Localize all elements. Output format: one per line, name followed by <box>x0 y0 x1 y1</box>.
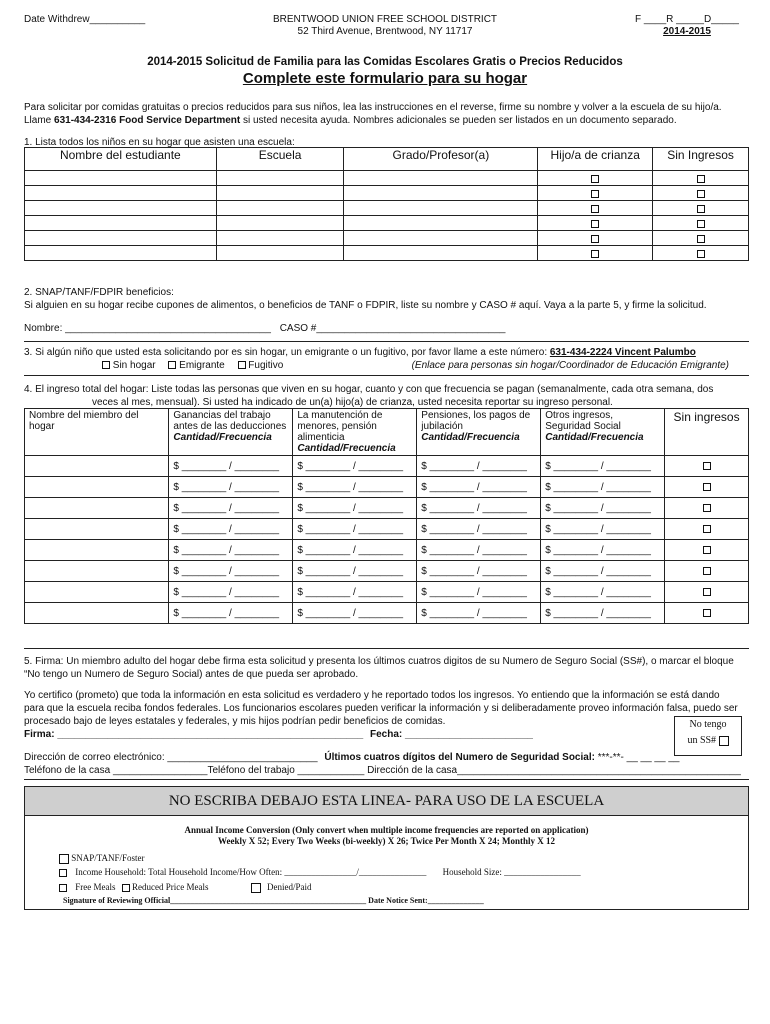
section4-text <box>24 383 749 409</box>
no-income-checkbox[interactable] <box>703 525 711 533</box>
district-name: BRENTWOOD UNION FREE SCHOOL DISTRICT <box>272 14 498 25</box>
child-support-field[interactable]: $ ________ / ________ <box>293 582 417 603</box>
grade-field[interactable] <box>344 246 538 261</box>
intro-line2-pre: Llame <box>24 115 55 126</box>
work-earnings-field[interactable]: $ ________ / ________ <box>169 456 293 477</box>
no-income-checkbox-cell <box>653 201 749 216</box>
section3 <box>24 346 749 359</box>
col-student-name: Nombre del estudiante <box>25 148 217 171</box>
col-work-earnings <box>169 409 293 456</box>
col-other-income-label: Otros ingresos, Seguridad Social <box>545 410 621 432</box>
col-foster-child: Hijo/a de crianza <box>538 148 653 171</box>
school-field[interactable] <box>216 201 344 216</box>
grade-field[interactable] <box>344 231 538 246</box>
grade-field[interactable] <box>344 216 538 231</box>
child-support-field[interactable]: $ ________ / ________ <box>293 540 417 561</box>
school-use-banner: NO ESCRIBA DEBAJO ESTA LINEA- PARA USO DE LA ESCUELA <box>25 787 748 816</box>
free-meals-checkbox[interactable] <box>59 884 67 892</box>
no-income-checkbox-cell <box>653 171 749 186</box>
cert-line2: para que la escuela reciba fondos federales. Los funcionarios escolares pueden verificar la información y si deliberadamente proveo información falsa, puedo ser <box>24 703 738 714</box>
foster-checkbox-cell <box>538 231 653 246</box>
pension-field[interactable]: $ ________ / ________ <box>417 582 541 603</box>
reviewing-signature[interactable]: Signature of Reviewing Official_________________________________________________ Date Notice Sent:______________ <box>63 896 484 905</box>
table-row <box>25 456 749 477</box>
reduced-meals-checkbox[interactable] <box>122 884 130 892</box>
no-ssn-line2 <box>675 733 741 749</box>
school-year: 2014-2015 <box>663 26 711 37</box>
income-table <box>24 408 749 624</box>
table-row <box>25 477 749 498</box>
no-income-checkbox[interactable] <box>697 235 705 243</box>
section5 <box>24 655 749 681</box>
email-field[interactable]: Dirección de correo electrónico: ___________________________ <box>24 752 318 763</box>
child-support-field[interactable]: $ ________ / ________ <box>293 519 417 540</box>
student-name-field[interactable] <box>25 201 217 216</box>
pension-field[interactable]: $ ________ / ________ <box>417 498 541 519</box>
col-child-support <box>293 409 417 456</box>
conversion-line1: Annual Income Conversion (Only convert when multiple income frequencies are reported on application) <box>184 825 589 835</box>
section5-line1: 5. Firma: Un miembro adulto del hogar debe firma esta solicitud y presenta los últimos cuatros digitos de su Numero de Seguro Social (SS#), o marcar el bloque <box>24 656 734 667</box>
district-address: 52 Third Avenue, Brentwood, NY 11717 <box>297 26 473 37</box>
no-ssn-label: un SS# <box>687 735 717 746</box>
intro-line2 <box>24 114 749 127</box>
household-member-field[interactable] <box>25 582 169 603</box>
divider <box>24 648 749 649</box>
qty-freq-label: Cantidad/Frecuencia <box>545 432 644 443</box>
no-income-checkbox-cell <box>665 603 749 624</box>
option-runaway[interactable] <box>238 360 284 371</box>
other-income-field[interactable]: $ ________ / ________ <box>541 603 665 624</box>
cert-line3: procesado bajo de leyes estatales y federales, y mis hijos podrían pedir beneficios de comidas. <box>24 716 446 727</box>
migrant-checkbox[interactable] <box>168 361 176 369</box>
signature-field[interactable]: _______________________________________________________ <box>54 729 364 740</box>
ssn-field[interactable]: ***-**- __ __ __ __ <box>594 752 680 763</box>
contact-line <box>24 751 749 764</box>
other-income-field[interactable]: $ ________ / ________ <box>541 498 665 519</box>
runaway-checkbox[interactable] <box>238 361 246 369</box>
form-subtitle: 2014-2015 Solicitud de Familia para las Comidas Escolares Gratis o Precios Reducidos <box>147 56 623 68</box>
denied-paid-checkbox[interactable] <box>251 883 261 893</box>
col-school: Escuela <box>216 148 344 171</box>
section2-fields <box>24 322 749 335</box>
pension-field[interactable]: $ ________ / ________ <box>417 561 541 582</box>
household-member-field[interactable] <box>25 456 169 477</box>
child-support-field[interactable]: $ ________ / ________ <box>293 561 417 582</box>
no-income-checkbox-cell <box>665 498 749 519</box>
divider <box>24 375 749 376</box>
no-ssn-box <box>674 716 742 756</box>
household-member-field[interactable] <box>25 561 169 582</box>
firma-label: Firma: <box>24 729 55 740</box>
pension-field[interactable]: $ ________ / ________ <box>417 519 541 540</box>
migrant-label: Emigrante <box>179 360 225 371</box>
date-withdrew: Date Withdrew__________ <box>24 14 146 25</box>
foster-checkbox-cell <box>538 201 653 216</box>
no-income-checkbox-cell <box>653 231 749 246</box>
col-work-earnings-label: Ganancias del trabajo antes de las deducciones <box>173 410 287 432</box>
student-name-field[interactable] <box>25 186 217 201</box>
school-use-box <box>24 786 749 910</box>
qty-freq-label: Cantidad/Frecuencia <box>173 432 272 443</box>
work-earnings-field[interactable]: $ ________ / ________ <box>169 498 293 519</box>
no-income-checkbox-cell <box>665 561 749 582</box>
section4-line2: veces al mes, mensual). Si usted ha indicado de un(a) hijo(a) de crianza, usted necesita reportar su ingreso personal. <box>92 397 613 408</box>
no-income-checkbox[interactable] <box>703 546 711 554</box>
work-earnings-field[interactable]: $ ________ / ________ <box>169 477 293 498</box>
denied-paid-label: Denied/Paid <box>266 882 312 892</box>
income-household-checkbox[interactable] <box>59 869 67 877</box>
foster-checkbox[interactable] <box>591 250 599 258</box>
school-field[interactable] <box>216 171 344 186</box>
liaison-note: (Enlace para personas sin hogar/Coordinador de Educación Emigrante) <box>411 360 729 371</box>
household-member-field[interactable] <box>25 477 169 498</box>
foster-checkbox-cell <box>538 216 653 231</box>
col-grade-teacher: Grado/Profesor(a) <box>344 148 538 171</box>
foster-checkbox-cell <box>538 186 653 201</box>
no-income-checkbox-cell <box>665 456 749 477</box>
other-income-field[interactable]: $ ________ / ________ <box>541 477 665 498</box>
certification <box>24 689 752 728</box>
col-other-income <box>541 409 665 456</box>
no-income-checkbox[interactable] <box>703 504 711 512</box>
household-member-field[interactable] <box>25 519 169 540</box>
signature-line <box>24 728 749 741</box>
no-income-checkbox-cell <box>653 186 749 201</box>
snap-foster-checkbox[interactable] <box>59 854 69 864</box>
no-income-checkbox-cell <box>653 246 749 261</box>
grade-field[interactable] <box>344 201 538 216</box>
household-member-field[interactable] <box>25 540 169 561</box>
col-no-income: Sin Ingresos <box>653 148 749 171</box>
foster-checkbox[interactable] <box>591 175 599 183</box>
reduced-meals-label: Reduced Price Meals <box>132 882 209 892</box>
snap-foster-label: SNAP/TANF/Foster <box>71 853 145 863</box>
section3-options <box>24 359 749 372</box>
children-table-header <box>25 148 749 171</box>
no-income-checkbox[interactable] <box>703 609 711 617</box>
other-income-field[interactable]: $ ________ / ________ <box>541 561 665 582</box>
conversion-line2: Weekly X 52; Every Two Weeks (bi-weekly) X 26; Twice Per Month X 24; Monthly X 12 <box>218 836 555 846</box>
child-support-field[interactable]: $ ________ / ________ <box>293 456 417 477</box>
income-conversion <box>25 825 748 847</box>
section2 <box>24 286 749 312</box>
table-row <box>25 603 749 624</box>
qty-freq-label: Cantidad/Frecuencia <box>297 443 396 454</box>
student-name-field[interactable] <box>25 171 217 186</box>
date-field[interactable]: Fecha: _______________________ <box>370 729 533 740</box>
no-income-checkbox-cell <box>665 519 749 540</box>
col-child-support-label: La manutención de menores, pensión alimenticia <box>297 410 383 443</box>
income-household-row <box>59 867 749 877</box>
household-member-field[interactable] <box>25 603 169 624</box>
option-migrant[interactable] <box>168 360 224 371</box>
income-household-label: Income Household: Total Household Income/How Often: ________________/_______________ <box>75 867 427 877</box>
foster-checkbox-cell <box>538 171 653 186</box>
no-income-checkbox[interactable] <box>697 220 705 228</box>
qty-freq-label: Cantidad/Frecuencia <box>421 432 520 443</box>
grade-field[interactable] <box>344 186 538 201</box>
grade-field[interactable] <box>344 171 538 186</box>
school-field[interactable] <box>216 246 344 261</box>
other-income-field[interactable]: $ ________ / ________ <box>541 582 665 603</box>
col-pensions <box>417 409 541 456</box>
table-row <box>25 540 749 561</box>
household-size-field[interactable]: Household Size: _________________ <box>442 867 581 877</box>
office-codes <box>632 14 742 38</box>
no-income-checkbox-cell <box>653 216 749 231</box>
no-income-checkbox[interactable] <box>697 250 705 258</box>
no-income-checkbox[interactable] <box>703 588 711 596</box>
work-earnings-field[interactable]: $ ________ / ________ <box>169 519 293 540</box>
foster-checkbox-cell <box>538 246 653 261</box>
form-title: Complete este formulario para su hogar <box>242 70 528 87</box>
cert-line1: Yo certifico (prometo) que toda la información en esta solicitud es verdadero y he reportado todos los ingresos. Yo entiendo que la información se está dando <box>24 690 720 701</box>
child-support-field[interactable]: $ ________ / ________ <box>293 498 417 519</box>
no-income-checkbox[interactable] <box>697 175 705 183</box>
col-household-member-label: Nombre del miembro del hogar <box>29 410 139 432</box>
other-income-field[interactable]: $ ________ / ________ <box>541 519 665 540</box>
divider <box>24 779 749 780</box>
table-row <box>25 498 749 519</box>
household-member-field[interactable] <box>25 498 169 519</box>
foster-checkbox[interactable] <box>591 235 599 243</box>
foster-checkbox[interactable] <box>591 220 599 228</box>
free-meals-label: Free Meals <box>75 882 116 892</box>
no-income-checkbox[interactable] <box>697 205 705 213</box>
snap-name-field[interactable]: Nombre: _____________________________________ <box>24 323 271 334</box>
col-no-income-label: Sin ingresos <box>673 410 740 424</box>
work-earnings-field[interactable]: $ ________ / ________ <box>169 561 293 582</box>
option-homeless[interactable] <box>102 360 156 371</box>
no-income-checkbox[interactable] <box>703 567 711 575</box>
child-support-field[interactable]: $ ________ / ________ <box>293 477 417 498</box>
pension-field[interactable]: $ ________ / ________ <box>417 456 541 477</box>
table-row <box>25 582 749 603</box>
table-row <box>25 519 749 540</box>
phone-address-line[interactable]: Teléfono de la casa _________________Teléfono del trabajo ____________ Dirección de la casa___________________________________________________ <box>24 765 741 776</box>
pension-field[interactable]: $ ________ / ________ <box>417 540 541 561</box>
no-income-checkbox-cell <box>665 540 749 561</box>
ssn-label: Últimos cuatros dígitos del Numero de Seguridad Social: <box>324 752 595 763</box>
intro-line2-post: si usted necesita ayuda. Nombres adicionales se pueden ser listados en un documento separado. <box>240 115 677 126</box>
work-earnings-field[interactable]: $ ________ / ________ <box>169 603 293 624</box>
children-table <box>24 147 749 261</box>
homeless-checkbox[interactable] <box>102 361 110 369</box>
section4-line1: 4. El ingreso total del hogar: Liste todas las personas que viven en su hogar, cuanto y con que frecuencia se pagan (semanalmente, cada otra semana, dos <box>24 384 714 395</box>
student-name-field[interactable] <box>25 216 217 231</box>
no-income-checkbox-cell <box>665 477 749 498</box>
other-income-field[interactable]: $ ________ / ________ <box>541 540 665 561</box>
section2-title: 2. SNAP/TANF/FDPIR beneficios: <box>24 287 174 298</box>
student-name-field[interactable] <box>25 246 217 261</box>
table-row <box>25 171 749 186</box>
no-ssn-checkbox[interactable] <box>719 736 729 746</box>
food-service-phone: 631-434-2316 Food Service Department <box>54 115 241 126</box>
pension-field[interactable]: $ ________ / ________ <box>417 477 541 498</box>
work-earnings-field[interactable]: $ ________ / ________ <box>169 540 293 561</box>
homeless-label: Sin hogar <box>112 360 156 371</box>
foster-checkbox[interactable] <box>591 190 599 198</box>
intro-line1: Para solicitar por comidas gratuitas o precios reducidos para sus niños, lea las instrucciones en el reverse, firme su nombre y volver a la escuela de su hijo/a. <box>24 102 722 113</box>
no-income-checkbox[interactable] <box>703 483 711 491</box>
section3-text: 3. Si algún niño que usted esta solicitando por es sin hogar, un emigrante o un fugitivo, por favor llame a este número: <box>24 347 550 358</box>
child-support-field[interactable]: $ ________ / ________ <box>293 603 417 624</box>
no-income-checkbox-cell <box>665 582 749 603</box>
no-income-checkbox[interactable] <box>703 462 711 470</box>
col-pensions-label: Pensiones, los pagos de jubilación <box>421 410 531 432</box>
divider <box>24 341 749 342</box>
case-number-field[interactable]: CASO #__________________________________ <box>279 323 506 334</box>
col-household-member <box>25 409 169 456</box>
frd-field: F ____R _____D_____ <box>635 14 739 25</box>
income-table-header <box>25 409 749 456</box>
table-row <box>25 201 749 216</box>
no-ssn-line1: No tengo <box>689 719 727 730</box>
determination-row <box>59 882 311 893</box>
other-income-field[interactable]: $ ________ / ________ <box>541 456 665 477</box>
foster-checkbox[interactable] <box>591 205 599 213</box>
school-field[interactable] <box>216 231 344 246</box>
table-row <box>25 231 749 246</box>
runaway-label: Fugitivo <box>248 360 284 371</box>
table-row <box>25 186 749 201</box>
work-earnings-field[interactable]: $ ________ / ________ <box>169 582 293 603</box>
section2-text: Si alguien en su hogar recibe cupones de alimentos, o beneficios de TANF o FDPIR, liste su nombre y CASO # aquí. Vaya a la parte 5, y firme la solicitud. <box>24 300 707 311</box>
col-no-income <box>665 409 749 456</box>
school-field[interactable] <box>216 216 344 231</box>
section5-line2: “No tengo un Numero de Seguro Social) antes de que pueda ser aprobado. <box>24 669 359 680</box>
snap-foster-row <box>59 853 145 864</box>
intro-text <box>24 101 749 127</box>
school-field[interactable] <box>216 186 344 201</box>
section1-label: 1. Lista todos los niños en su hogar que asisten una escuela: <box>24 137 295 148</box>
student-name-field[interactable] <box>25 231 217 246</box>
table-row <box>25 216 749 231</box>
table-row <box>25 246 749 261</box>
homeless-contact-phone: 631-434-2224 Vincent Palumbo <box>549 347 696 358</box>
table-row <box>25 561 749 582</box>
pension-field[interactable]: $ ________ / ________ <box>417 603 541 624</box>
no-income-checkbox[interactable] <box>697 190 705 198</box>
